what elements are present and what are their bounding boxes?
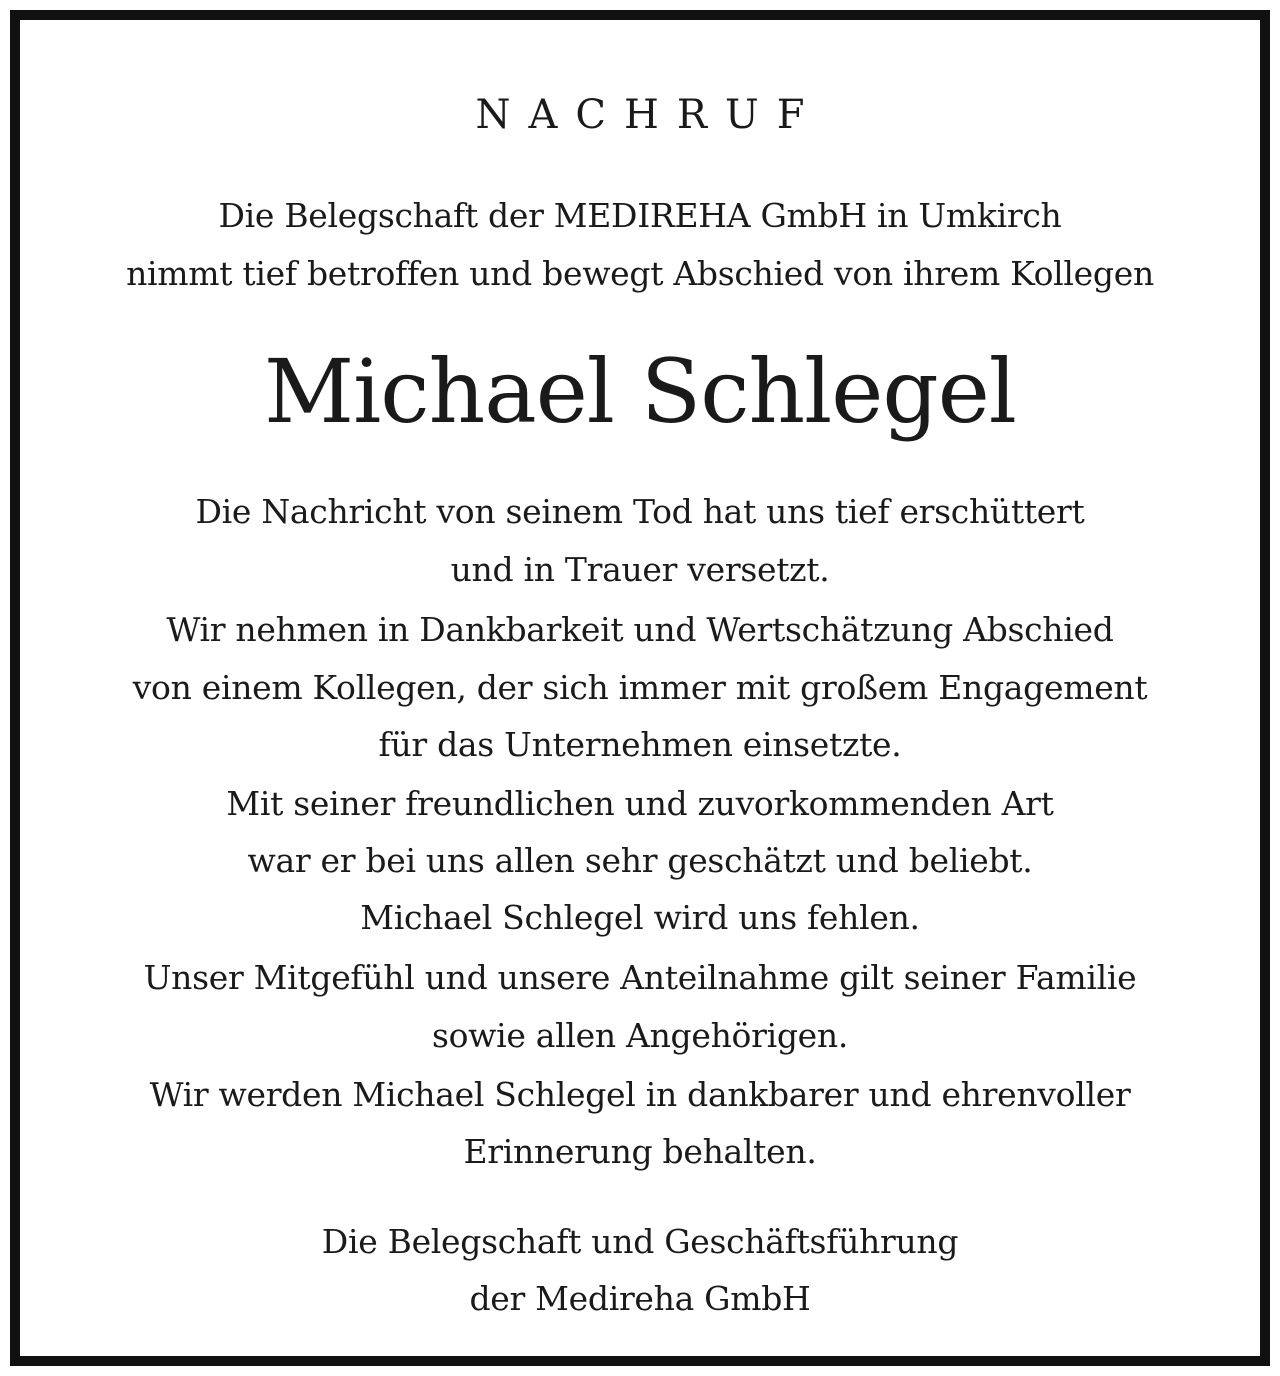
paragraph-4-line-2: sowie allen Angehörigen. xyxy=(431,1016,849,1055)
paragraph-1-line-1: Die Nachricht von seinem Tod hat uns tief erschüttert xyxy=(195,492,1085,531)
obituary-frame xyxy=(10,10,1270,1366)
obituary-content xyxy=(20,20,1260,1356)
obituary-title: NACHRUF xyxy=(475,92,823,138)
paragraph-3-line-3: Michael Schlegel wird uns fehlen. xyxy=(360,898,920,937)
paragraph-2-line-1: Wir nehmen in Dankbarkeit und Wertschätzung Abschied xyxy=(166,610,1114,649)
intro-line-1: Die Belegschaft der MEDIREHA GmbH in Umkirch xyxy=(218,196,1062,235)
paragraph-5-line-1: Wir werden Michael Schlegel in dankbarer und ehrenvoller xyxy=(149,1075,1131,1114)
paragraph-5-line-2: Erinnerung behalten. xyxy=(463,1132,817,1171)
deceased-name: Michael Schlegel xyxy=(264,340,1016,443)
signature-line-1: Die Belegschaft und Geschäftsführung xyxy=(321,1222,959,1261)
paragraph-3-line-1: Mit seiner freundlichen und zuvorkommenden Art xyxy=(226,784,1054,823)
paragraph-2-line-2: von einem Kollegen, der sich immer mit großem Engagement xyxy=(132,668,1148,707)
intro-line-2: nimmt tief betroffen und bewegt Abschied von ihrem Kollegen xyxy=(126,254,1154,293)
signature-line-2: der Medireha GmbH xyxy=(469,1279,811,1318)
paragraph-2-line-3: für das Unternehmen einsetzte. xyxy=(378,725,902,764)
paragraph-1-line-2: und in Trauer versetzt. xyxy=(450,550,830,589)
paragraph-3-line-2: war er bei uns allen sehr geschätzt und beliebt. xyxy=(247,841,1033,880)
paragraph-4-line-1: Unser Mitgefühl und unsere Anteilnahme gilt seiner Familie xyxy=(143,958,1137,997)
